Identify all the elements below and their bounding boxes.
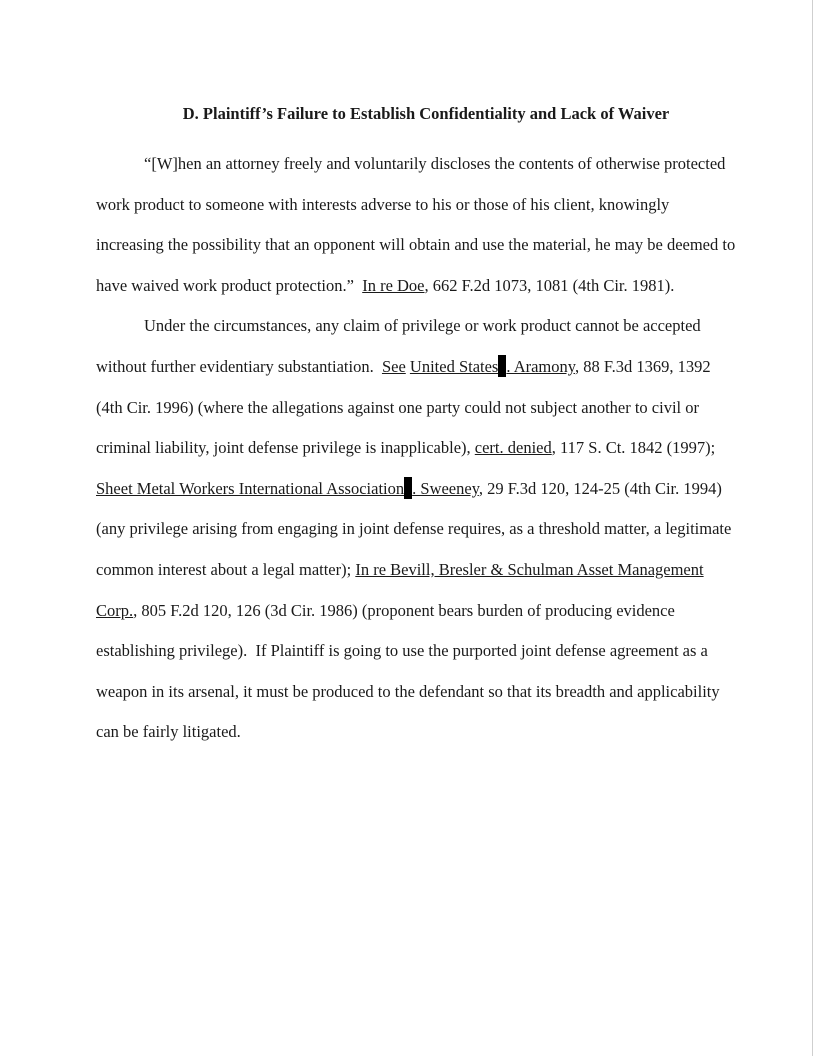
citation-text: , 662 F.2d 1073, 1081 (4th Cir. 1981). xyxy=(424,275,675,295)
page-edge-line xyxy=(812,0,813,1056)
case-name-in-re-bevill: In re Bevill, Bresler & Schulman Asset Management Corp. xyxy=(96,559,704,620)
citation-text: , 117 S. Ct. 1842 (1997); xyxy=(551,438,716,458)
cert-denied: cert. denied xyxy=(474,438,552,458)
citation-text: , 88 F.3d 1369, 1392 (4th Cir. 1996) (where the allegations against one party could not subject another to civil or criminal liability, joint defense privilege is inapplicable), xyxy=(96,356,711,458)
case-name-sheet-metal-workers: Sheet Metal Workers International Association xyxy=(96,478,405,498)
case-name-united-states: United States xyxy=(409,356,499,376)
redaction-box xyxy=(404,477,412,499)
section-heading: D. Plaintiff’s Failure to Establish Confidentiality and Lack of Waiver xyxy=(182,104,670,123)
closing-text: If Plaintiff is going to use the purported joint defense agreement as a weapon in its arsenal, it must be produced to the defendant so that its breadth and applicability can be fairly litigated. xyxy=(96,641,720,742)
paragraph-waiver-quote xyxy=(96,144,736,306)
citation-text: , 29 F.3d 120, 124-25 (4th Cir. 1994) (any privilege arising from engaging in joint defense requires, as a threshold matter, a legitimate common interest about a legal matter); xyxy=(96,478,732,579)
quoted-text: “[W]hen an attorney freely and voluntarily discloses the contents of otherwise protected work product to someone with interests adverse to his or those of his client, knowingly increasing the possibility that an opponent will obtain and use the material, he may be deemed to have waived work product protection.” xyxy=(96,154,736,295)
case-name-sweeney: . Sweeney xyxy=(412,478,479,498)
citation-text: , 805 F.2d 120, 126 (3d Cir. 1986) (proponent bears burden of producing evidence establishing privilege). xyxy=(96,600,675,661)
paragraph-privilege-analysis xyxy=(96,306,736,753)
intro-text: Under the circumstances, any claim of privilege or work product cannot be accepted without further evidentiary substantiation. xyxy=(96,316,701,376)
document-page xyxy=(96,104,736,753)
signal-see: See xyxy=(381,356,406,376)
case-name-aramony: . Aramony xyxy=(506,356,575,376)
case-name-in-re-doe: In re Doe xyxy=(362,275,425,295)
